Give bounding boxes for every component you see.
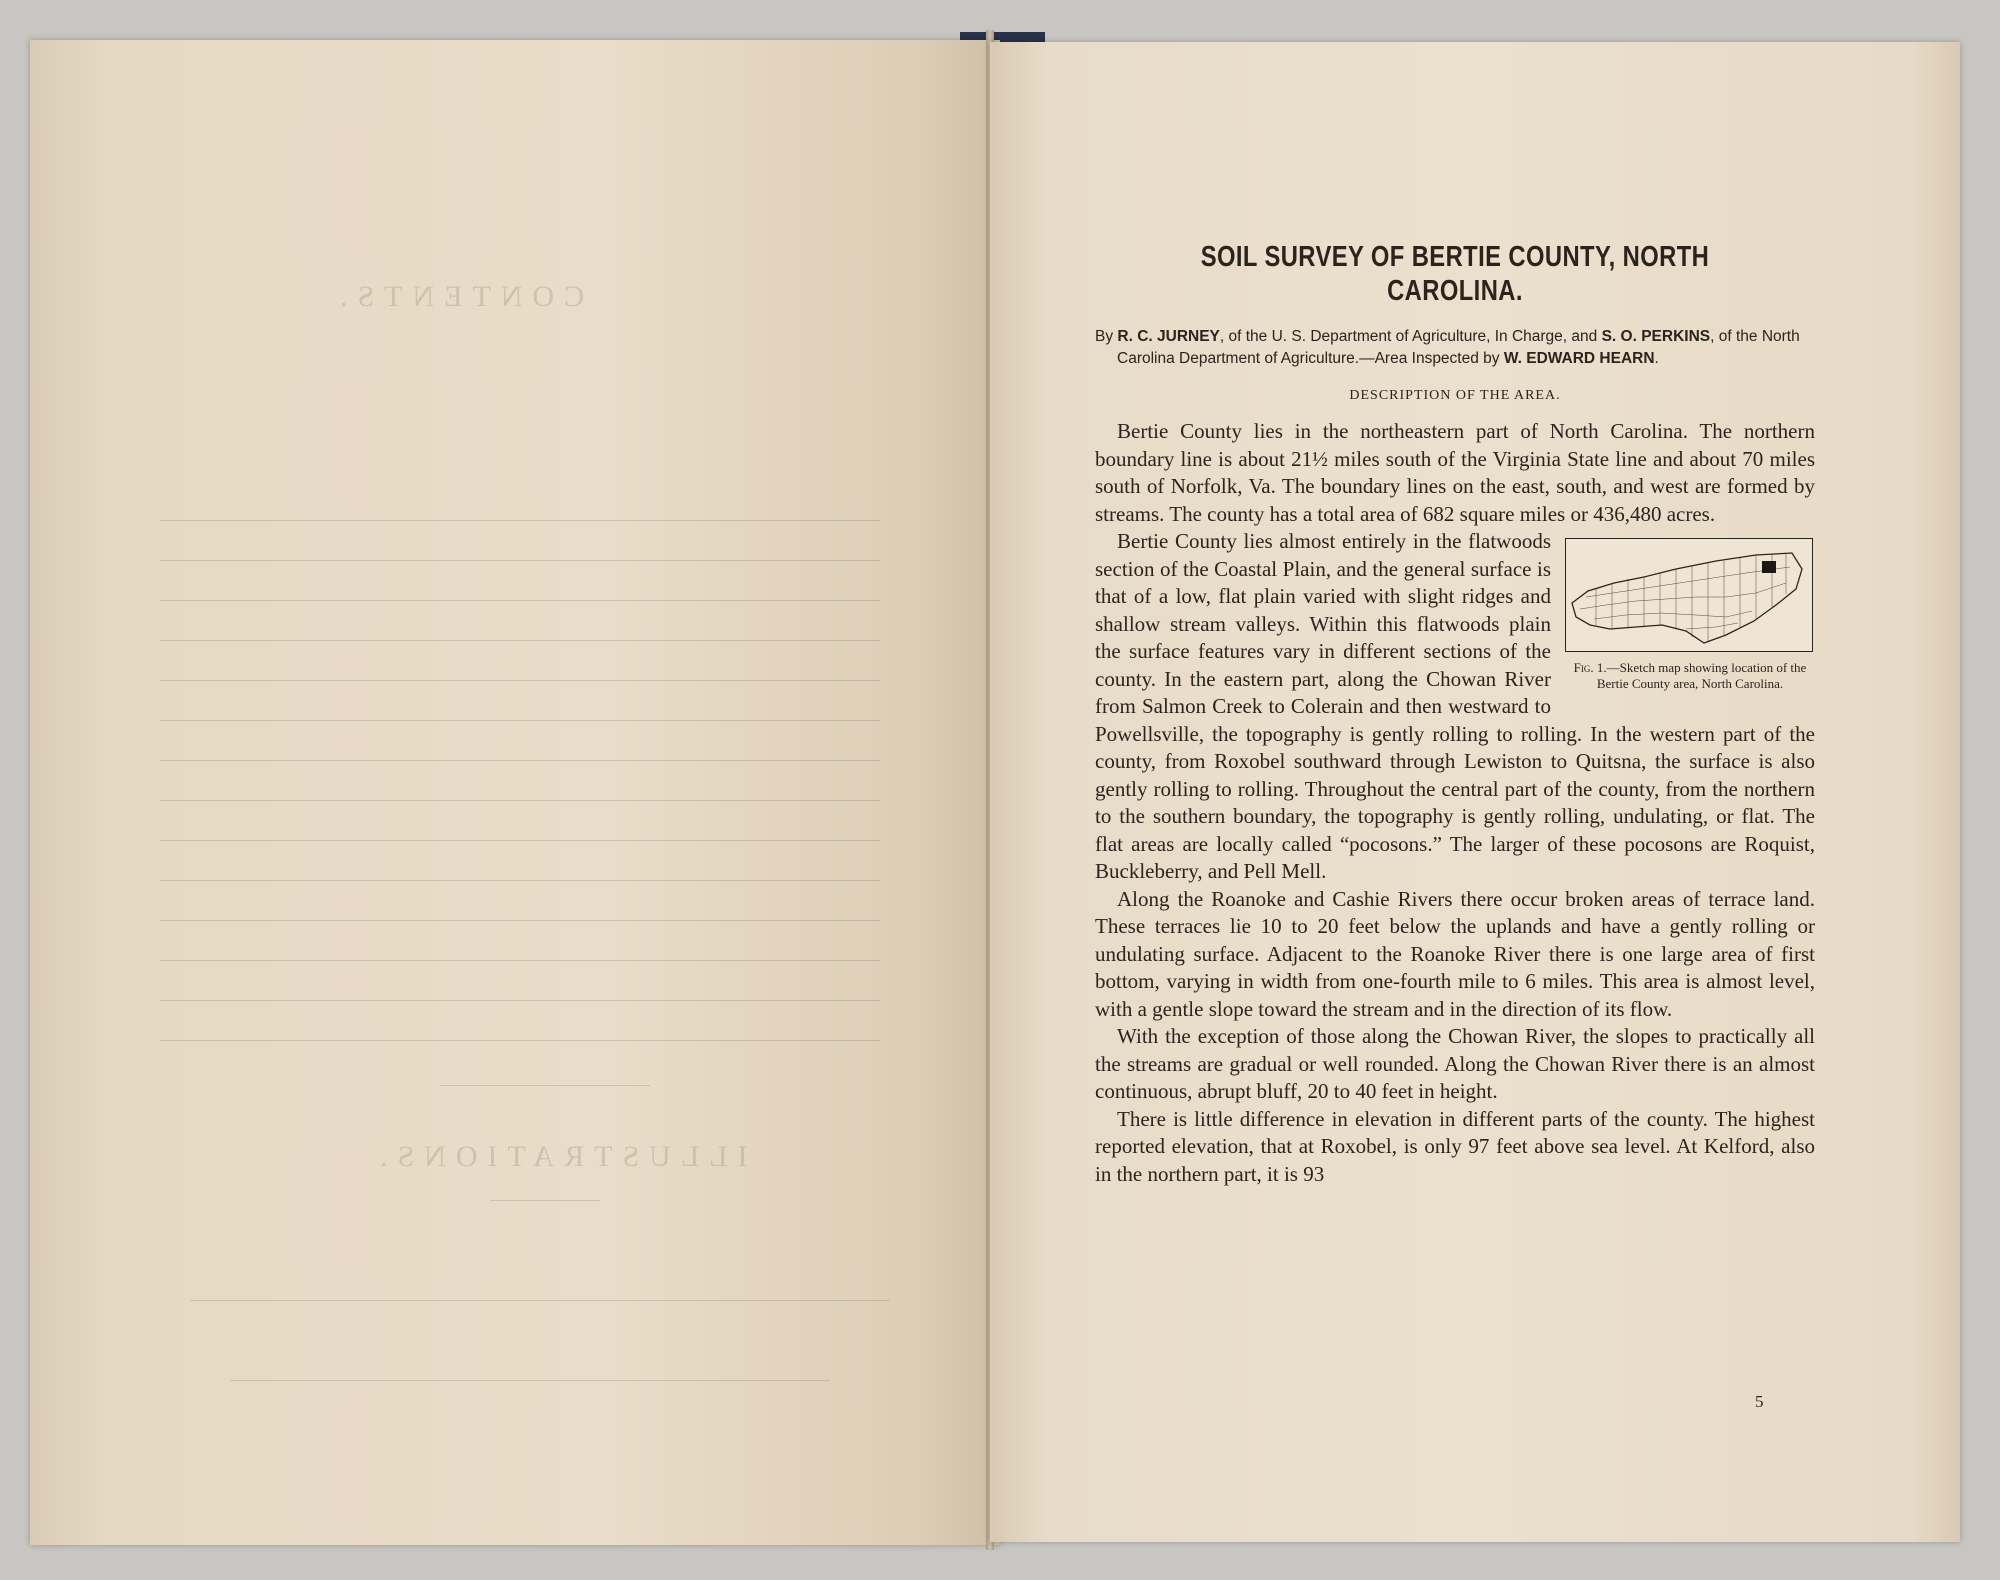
ghost-rule [160, 600, 880, 601]
author-name: S. O. PERKINS [1601, 328, 1711, 345]
ghost-rule [160, 920, 880, 921]
north-carolina-map-icon [1565, 538, 1813, 652]
ghost-contents-heading: CONTENTS. [330, 280, 585, 313]
ghost-rule [160, 880, 880, 881]
paragraph: Bertie County lies almost entirely in the flatwoods section of the Coastal Plain, and the general surface is that of a low, flat plain varied with slight ridges and shallow stream valleys. Within this flatwoods plain the surface features vary in different sections of the county. In the eastern part, along the Chowan River from Salmon Creek to Colerain and then westward to Powellsville, the topography is gently rolling to rolling. In the western part of the county, from Roxobel southward through Lewiston to Quitsna, the surface is also gently rolling to rolling. Throughout the central part of the county, from the northern to the southern boundary, the topography is gently rolling, undulating, or flat. The flat areas are locally called “pocosons.” The larger of these pocosons are Roquist, Buckleberry, and Pell Mell. [1095, 529, 1815, 883]
figure-1 [1565, 538, 1815, 692]
paragraph: Along the Roanoke and Cashie Rivers there occur broken areas of terrace land. These terraces lie 10 to 20 feet below the uplands and have a gently rolling or undulating surface. Adjacent to the Roanoke River there is one large area of first bottom, varying in width from one-fourth mile to 6 miles. This area is almost level, with a gentle slope toward the stream and in the direction of its flow. [1095, 886, 1815, 1021]
inspector-name: W. EDWARD HEARN [1503, 350, 1655, 367]
left-page [30, 40, 1000, 1545]
author-name: R. C. JURNEY [1117, 328, 1220, 345]
ghost-divider [490, 1200, 600, 1201]
figure-caption-label: Fig. 1. [1573, 660, 1607, 675]
byline-affiliation: , of the U. S. Department of Agriculture, In Charge, and [1219, 328, 1602, 345]
figure-caption-text: —Sketch map showing location of the Bertie County area, North Carolina. [1596, 660, 1807, 691]
paragraph: There is little difference in elevation in different parts of the county. The highest reported elevation, that at Roxobel, is only 97 feet above sea level. At Kelford, also in the northern part, it is 93 [1095, 1106, 1815, 1186]
page-title: SOIL SURVEY OF BERTIE COUNTY, NORTH CAROLINA. [1200, 241, 1710, 307]
ghost-rule [160, 680, 880, 681]
ghost-rule [160, 520, 880, 521]
ghost-rule [160, 840, 880, 841]
ghost-rule [160, 640, 880, 641]
page-content [1095, 240, 1815, 1188]
ghost-rule [160, 720, 880, 721]
ghost-rule [190, 1300, 890, 1301]
ghost-rule [160, 960, 880, 961]
byline-by: By [1095, 328, 1118, 345]
paragraph-with-figure [1095, 528, 1815, 886]
byline-affiliation: , of the North Carolina Department of Agriculture.—Area Inspected by [1117, 328, 1800, 367]
byline [1095, 326, 1815, 370]
ghost-divider [440, 1085, 650, 1086]
ghost-rule [160, 760, 880, 761]
paragraph: Bertie County lies in the northeastern part of North Carolina. The northern boundary line is about 21½ miles south of the Virginia State line and about 70 miles south of Norfolk, Va. The boundary lines on the east, south, and west are formed by streams. The county has a total area of 682 square miles or 436,480 acres. [1095, 419, 1815, 526]
section-heading: DESCRIPTION OF THE AREA. [1349, 388, 1561, 403]
paragraph: With the exception of those along the Chowan River, the slopes to practically all the streams are gradual or well rounded. Along the Chowan River there is an almost continuous, abrupt bluff, 20 to 40 feet in height. [1095, 1024, 1815, 1103]
bertie-county-highlight [1762, 561, 1776, 573]
ghost-rule [160, 800, 880, 801]
figure-caption [1565, 660, 1815, 692]
ghost-rule [160, 1040, 880, 1041]
ghost-rule [160, 1000, 880, 1001]
page-number: 5 [1755, 1392, 1764, 1411]
ghost-rule [160, 560, 880, 561]
byline-end: . [1654, 350, 1659, 367]
ghost-illustrations-heading: ILLUSTRATIONS. [370, 1140, 748, 1173]
ghost-rule [230, 1380, 830, 1381]
